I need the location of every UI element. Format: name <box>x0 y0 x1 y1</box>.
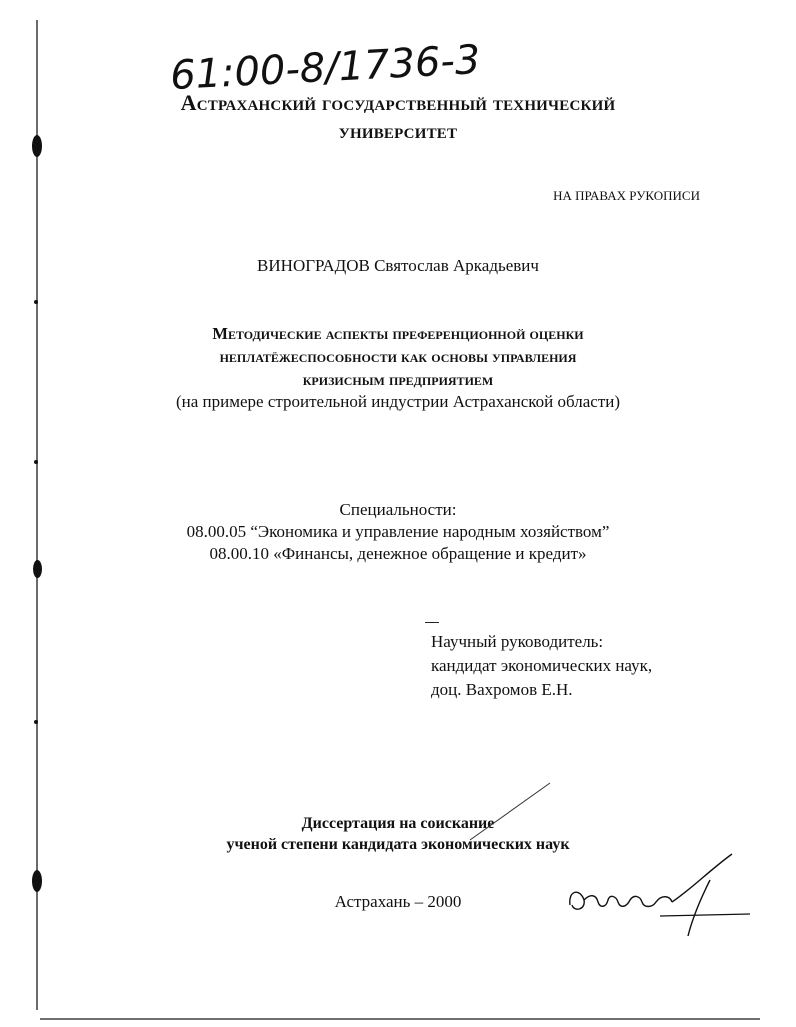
title-line2: неплатёжеспособности как основы управления <box>219 347 577 366</box>
divider-dash <box>425 622 439 623</box>
title-subtitle: (на примере строительной индустрии Астраханской области) <box>175 392 621 411</box>
title-line3: кризисным предприятием <box>302 370 494 389</box>
supervisor-degree: кандидат экономических наук, <box>431 656 653 675</box>
supervisor-label: Научный руководитель: <box>431 632 604 651</box>
university-name-line1: Астраханский государственный технический <box>180 90 616 115</box>
specialties-heading: Специальности: <box>339 500 457 519</box>
title-line1: Методические аспекты преференционной оценки <box>212 324 584 343</box>
scan-bottom-edge <box>40 1018 760 1020</box>
dissertation-line2: ученой степени кандидата экономических наук <box>226 836 570 853</box>
university-name-line2: университет <box>338 118 458 143</box>
manuscript-rights: НА ПРАВАХ РУКОПИСИ <box>553 188 700 203</box>
archive-number-text: 61:00-8/1736-3 <box>169 36 482 100</box>
specialty-item-1: 08.00.05 “Экономика и управление народным хозяйством” <box>186 522 610 541</box>
supervisor-block <box>431 630 652 702</box>
place-year: Астрахань – 2000 <box>334 892 462 911</box>
signature-image <box>560 850 760 940</box>
supervisor-name: доц. Вахромов Е.Н. <box>431 680 573 699</box>
author-name: ВИНОГРАДОВ Святослав Аркадьевич <box>257 256 539 275</box>
pen-stroke-mark <box>460 775 560 845</box>
dissertation-line1: Диссертация на соискание <box>301 815 495 832</box>
specialty-item-2: 08.00.10 «Финансы, денежное обращение и кредит» <box>209 544 587 563</box>
